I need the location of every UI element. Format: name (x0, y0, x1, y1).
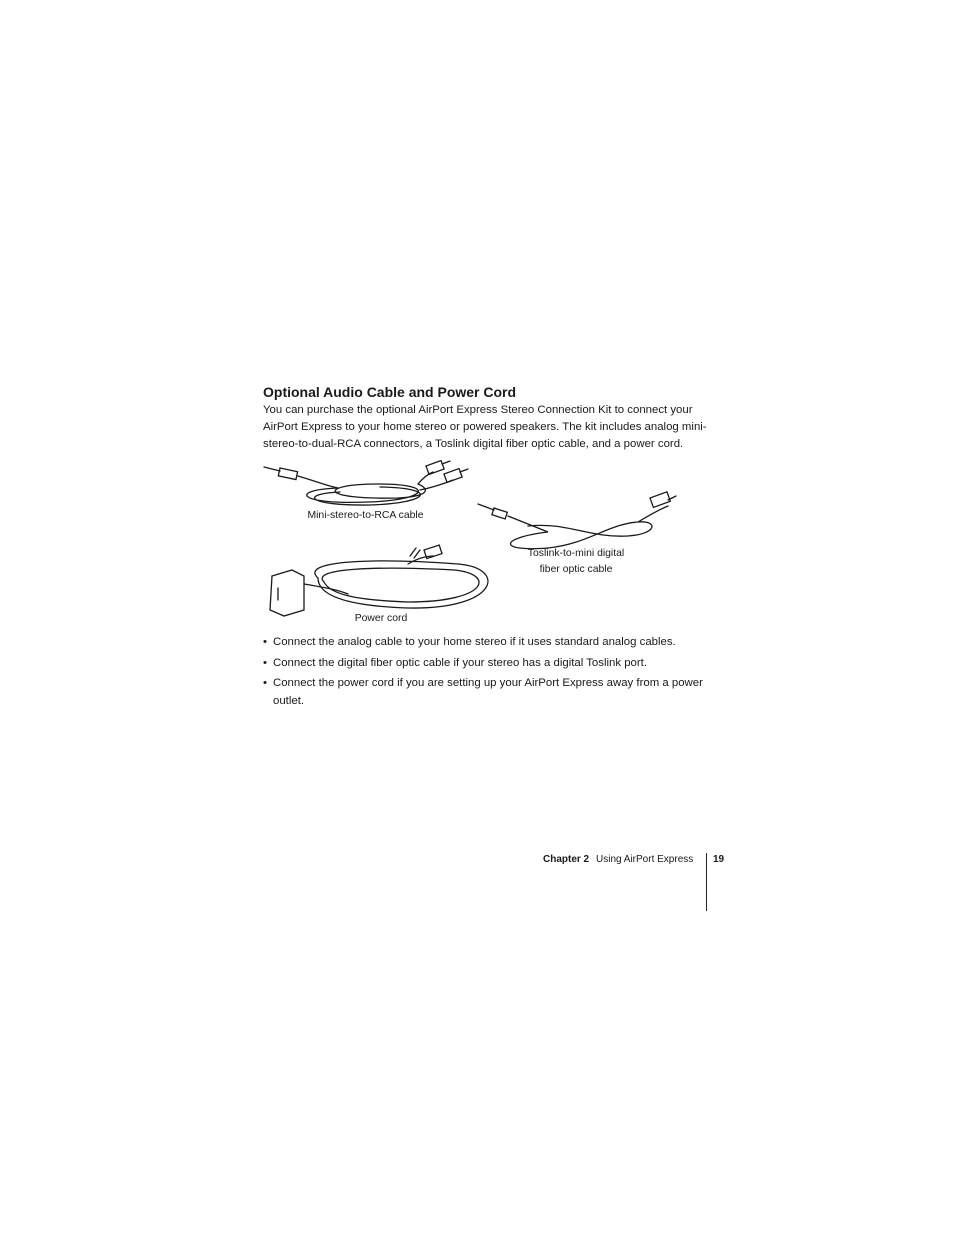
page-number: 19 (713, 854, 725, 865)
list-item-text: Connect the power cord if you are setting up your AirPort Express away from a power outlet. (273, 677, 703, 707)
power-cord-drawing (270, 545, 488, 616)
toslink-cable-drawing (478, 492, 676, 549)
connection-bullet-list (263, 634, 703, 713)
rca-cable-drawing (264, 461, 468, 506)
list-item (263, 655, 703, 673)
toslink-cable-caption-line1: Toslink-to-mini digital (527, 548, 625, 559)
list-item-text: Connect the digital fiber optic cable if your stereo has a digital Toslink port. (273, 656, 647, 669)
footer-section-title: Using AirPort Express (596, 854, 694, 865)
list-item (263, 675, 703, 710)
section-heading: Optional Audio Cable and Power Cord (263, 384, 517, 400)
bullet-glyph: • (263, 656, 267, 669)
list-item-text: Connect the analog cable to your home stereo if it uses standard analog cables. (273, 636, 676, 648)
cables-drawing (258, 460, 698, 630)
power-cord-caption: Power cord (354, 613, 408, 624)
intro-paragraph: You can purchase the optional AirPort Express Stereo Connection Kit to connect your AirPort Express to your home stereo or powered speakers. The kit includes analog mini-stereo-to-dual-RCA connectors, a Toslink digital fiber optic cable, and a power cord. (263, 404, 707, 450)
toslink-cable-caption-line2: fiber optic cable (539, 564, 613, 575)
bullet-glyph: • (263, 636, 267, 648)
footer-divider (706, 853, 707, 911)
list-item (263, 634, 703, 652)
cable-illustration (258, 460, 698, 630)
rca-cable-caption: Mini-stereo-to-RCA cable (307, 510, 424, 521)
footer-chapter: Chapter 2 (543, 854, 590, 865)
bullet-glyph: • (263, 677, 267, 689)
